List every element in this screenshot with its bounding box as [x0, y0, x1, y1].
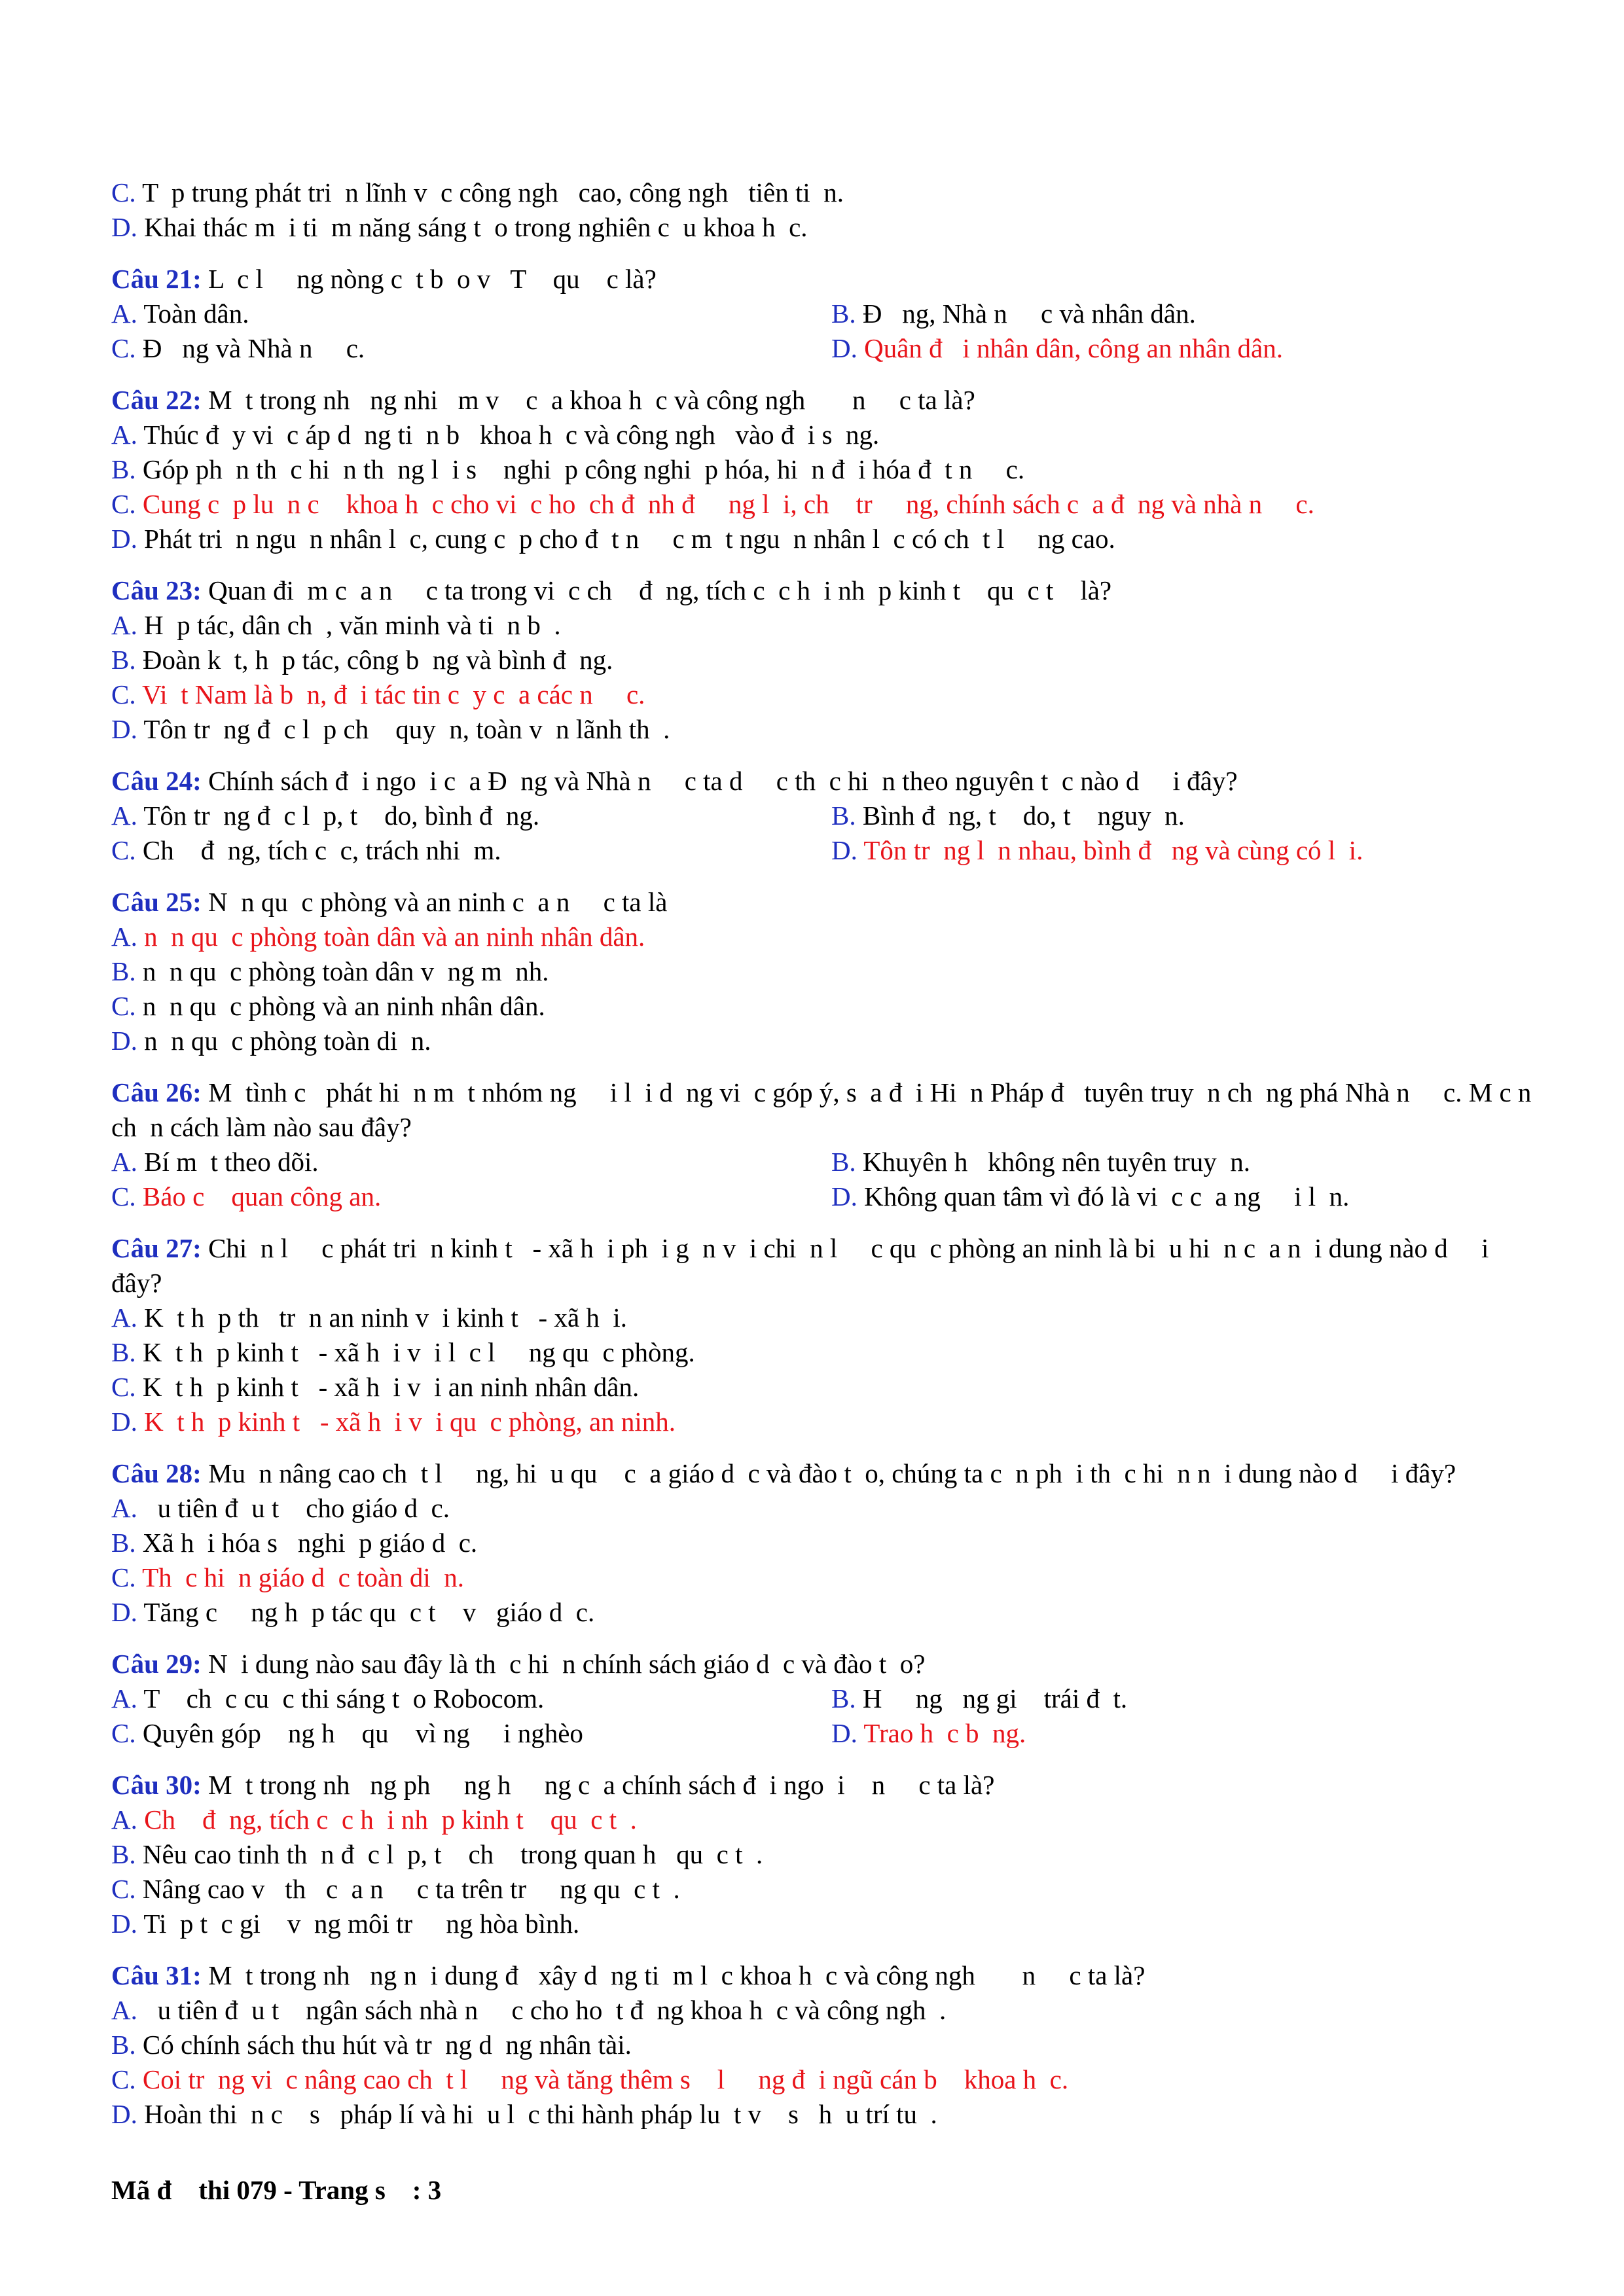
- question-number: Câu 21:: [111, 264, 202, 294]
- question-text: M t trong nh ng nhi m v c a khoa h c và công ngh n c ta là?: [208, 385, 975, 415]
- option-a[interactable]: [111, 298, 249, 329]
- option-d[interactable]: [111, 524, 1115, 554]
- option-letter: A.: [111, 1683, 137, 1713]
- question-block: [111, 1231, 1538, 1439]
- option-text: n n qu c phòng toàn dân và an ninh nhân dân.: [144, 922, 645, 952]
- option-c[interactable]: [111, 177, 844, 207]
- option-text: Thúc đ y vi c áp d ng ti n b khoa h c và công ngh vào đ i s ng.: [143, 420, 880, 450]
- option-a[interactable]: [111, 610, 561, 640]
- option-text: Th c hi n giáo d c toàn di n.: [142, 1562, 465, 1592]
- option-d[interactable]: [831, 1718, 1026, 1748]
- option-letter: D.: [831, 835, 857, 865]
- page-footer: Mã đ thi 079 - Trang s : 3: [111, 2175, 442, 2205]
- option-text: Toàn dân.: [143, 298, 249, 329]
- option-letter: D.: [111, 714, 137, 744]
- question-number: Câu 29:: [111, 1649, 202, 1679]
- option-text: Ch đ ng, tích c c, trách nhi m.: [142, 835, 501, 865]
- option-text: u tiên đ u t cho giáo d c.: [144, 1493, 450, 1523]
- question-number: Câu 27:: [111, 1233, 202, 1263]
- question-text: M t trong nh ng ph ng h ng c a chính sách đ i ngo i n c ta là?: [208, 1770, 995, 1800]
- option-letter: C.: [111, 489, 136, 519]
- option-text: u tiên đ u t ngân sách nhà n c cho ho t đ ng khoa h c và công ngh .: [144, 1995, 947, 2025]
- option-a[interactable]: [111, 1995, 946, 2025]
- option-letter: C.: [111, 1874, 136, 1904]
- option-text: Nâng cao v th c a n c ta trên tr ng qu c t .: [142, 1874, 680, 1904]
- option-d[interactable]: [831, 333, 1283, 363]
- option-letter: C.: [111, 1718, 136, 1748]
- question-stem: [111, 1647, 1538, 1681]
- option-d[interactable]: [111, 1026, 431, 1056]
- option-letter: C.: [111, 991, 136, 1021]
- question-block: [111, 383, 1538, 556]
- option-b[interactable]: [831, 1683, 1127, 1713]
- option-letter: D.: [111, 2099, 137, 2129]
- option-text: Tăng c ng h p tác qu c t v giáo d c.: [143, 1597, 595, 1627]
- question-text: L c l ng nòng c t b o v T qu c là?: [208, 264, 657, 294]
- question-text: Mu n nâng cao ch t l ng, hi u qu c a giáo d c và đào t o, chúng ta c n ph i th c hi n n i dung nào d i đây?: [208, 1458, 1456, 1488]
- question-stem: [111, 764, 1538, 798]
- option-letter: A.: [111, 298, 137, 329]
- option-d[interactable]: [111, 1407, 676, 1437]
- option-letter: A.: [111, 1302, 137, 1333]
- option-c[interactable]: [111, 489, 1314, 519]
- option-text: Tôn tr ng đ c l p, t do, bình đ ng.: [143, 800, 540, 831]
- option-letter: B.: [111, 645, 136, 675]
- question-number: Câu 25:: [111, 887, 202, 917]
- option-text: Bình đ ng, t do, t nguy n.: [862, 800, 1185, 831]
- option-letter: A.: [111, 800, 137, 831]
- option-letter: C.: [111, 835, 136, 865]
- question-block: [111, 1958, 1538, 2132]
- option-text: Khai thác m i ti m năng sáng t o trong nghiên c u khoa h c.: [144, 212, 808, 242]
- option-c[interactable]: [111, 1562, 464, 1592]
- option-letter: B.: [111, 956, 136, 986]
- option-b[interactable]: [831, 800, 1185, 831]
- option-text: Hoàn thi n c s pháp lí và hi u l c thi hành pháp lu t v s h u trí tu .: [144, 2099, 937, 2129]
- option-a[interactable]: [111, 922, 645, 952]
- option-text: Xã h i hóa s nghi p giáo d c.: [142, 1528, 478, 1558]
- option-text: Cung c p lu n c khoa h c cho vi c ho ch đ nh đ ng l i, ch tr ng, chính sách c a đ ng và nhà n c.: [142, 489, 1314, 519]
- option-letter: D.: [111, 1909, 137, 1939]
- option-b[interactable]: [111, 1337, 695, 1367]
- question-number: Câu 26:: [111, 1077, 202, 1107]
- option-text: Ti p t c gi v ng môi tr ng hòa bình.: [143, 1909, 580, 1939]
- question-block: [111, 262, 1538, 366]
- question-block: [111, 764, 1538, 868]
- option-b[interactable]: [111, 1839, 763, 1869]
- option-letter: C.: [111, 679, 136, 709]
- option-letter: B.: [831, 800, 856, 831]
- option-text: Bí m t theo dõi.: [144, 1147, 319, 1177]
- option-c[interactable]: [111, 835, 501, 865]
- option-text: Đ ng và Nhà n c.: [142, 333, 365, 363]
- option-c[interactable]: [111, 991, 545, 1021]
- question-text: Quan đi m c a n c ta trong vi c ch đ ng, tích c c h i nh p kinh t qu c t là?: [208, 575, 1112, 605]
- option-c[interactable]: [111, 1181, 381, 1211]
- exam-page: [111, 175, 1538, 2149]
- option-text: Tôn tr ng đ c l p ch quy n, toàn v n lãnh th .: [143, 714, 670, 744]
- option-text: Nêu cao tinh th n đ c l p, t ch trong quan h qu c t .: [142, 1839, 763, 1869]
- option-b[interactable]: [111, 2030, 632, 2060]
- question-text: N i dung nào sau đây là th c hi n chính sách giáo d c và đào t o?: [208, 1649, 926, 1679]
- option-letter: A.: [111, 922, 137, 952]
- question-stem: [111, 383, 1538, 418]
- option-d[interactable]: [831, 1181, 1349, 1211]
- option-c[interactable]: [111, 1718, 583, 1748]
- option-letter: D.: [111, 1026, 137, 1056]
- question-stem: [111, 573, 1538, 608]
- option-text: Quân đ i nhân dân, công an nhân dân.: [864, 333, 1283, 363]
- question-number: Câu 30:: [111, 1770, 202, 1800]
- option-letter: A.: [111, 610, 137, 640]
- question-text: M t trong nh ng n i dung đ xây d ng ti m l c khoa h c và công ngh n c ta là?: [208, 1960, 1146, 1990]
- option-text: K t h p kinh t - xã h i v i l c l ng qu c phòng.: [142, 1337, 695, 1367]
- question-stem: [111, 1075, 1538, 1145]
- option-a[interactable]: [111, 1147, 319, 1177]
- option-text: Khuyên h không nên tuyên truy n.: [862, 1147, 1250, 1177]
- question-block: [111, 1456, 1538, 1630]
- option-letter: C.: [111, 1372, 136, 1402]
- option-b[interactable]: [111, 645, 613, 675]
- question-block: [111, 1768, 1538, 1941]
- option-letter: B.: [111, 454, 136, 484]
- option-text: K t h p th tr n an ninh v i kinh t - xã h i.: [144, 1302, 628, 1333]
- question-number: Câu 23:: [111, 575, 202, 605]
- option-d[interactable]: [111, 2099, 937, 2129]
- option-text: T p trung phát tri n lĩnh v c công ngh cao, công ngh tiên ti n.: [142, 177, 844, 207]
- option-d[interactable]: [111, 212, 808, 242]
- option-text: n n qu c phòng toàn dân v ng m nh.: [142, 956, 549, 986]
- option-letter: B.: [831, 298, 856, 329]
- option-c[interactable]: [111, 1874, 680, 1904]
- option-d[interactable]: [111, 714, 670, 744]
- question-stem: [111, 262, 1538, 296]
- question-text: Chính sách đ i ngo i c a Đ ng và Nhà n c ta d c th c hi n theo nguyên t c nào d i đây?: [208, 766, 1238, 796]
- carryover-options: [111, 175, 1538, 245]
- question-block: [111, 1647, 1538, 1751]
- option-text: Không quan tâm vì đó là vi c c a ng i l n.: [864, 1181, 1350, 1211]
- question-stem: [111, 1768, 1538, 1803]
- option-letter: A.: [111, 420, 137, 450]
- question-text: Chi n l c phát tri n kinh t - xã h i ph i g n v i chi n l c qu c phòng an ninh là bi u hi n c a n i dung nào d i đây?: [111, 1233, 1496, 1298]
- question-stem: [111, 885, 1538, 920]
- option-text: Quyên góp ng h qu vì ng i nghèo: [142, 1718, 583, 1748]
- option-letter: D.: [831, 1181, 857, 1211]
- question-block: [111, 885, 1538, 1058]
- option-letter: C.: [111, 1181, 136, 1211]
- option-text: H ng ng gi trái đ t.: [862, 1683, 1128, 1713]
- option-c[interactable]: [111, 679, 645, 709]
- question-number: Câu 28:: [111, 1458, 202, 1488]
- option-letter: C.: [111, 333, 136, 363]
- option-text: Báo c quan công an.: [142, 1181, 382, 1211]
- option-text: T ch c cu c thi sáng t o Robocom.: [143, 1683, 545, 1713]
- option-text: Vi t Nam là b n, đ i tác tin c y c a các n c.: [142, 679, 645, 709]
- option-b[interactable]: [831, 298, 1196, 329]
- option-letter: A.: [111, 1147, 137, 1177]
- option-letter: C.: [111, 2064, 136, 2094]
- option-letter: D.: [831, 1718, 857, 1748]
- question-stem: [111, 1456, 1538, 1491]
- option-c[interactable]: [111, 333, 365, 363]
- option-text: Đ ng, Nhà n c và nhân dân.: [862, 298, 1196, 329]
- option-text: Góp ph n th c hi n th ng l i s nghi p công nghi p hóa, hi n đ i hóa đ t n c.: [142, 454, 1025, 484]
- option-letter: A.: [111, 1493, 137, 1523]
- option-letter: B.: [831, 1683, 856, 1713]
- option-a[interactable]: [111, 1302, 627, 1333]
- option-letter: D.: [111, 1407, 137, 1437]
- option-text: Phát tri n ngu n nhân l c, cung c p cho đ t n c m t ngu n nhân l c có ch t l ng cao.: [144, 524, 1115, 554]
- option-letter: D.: [111, 524, 137, 554]
- option-letter: A.: [111, 1804, 137, 1835]
- question-number: Câu 24:: [111, 766, 202, 796]
- option-b[interactable]: [111, 1528, 477, 1558]
- option-text: Trao h c b ng.: [863, 1718, 1026, 1748]
- option-d[interactable]: [831, 835, 1363, 865]
- option-text: Có chính sách thu hút và tr ng d ng nhân tài.: [142, 2030, 632, 2060]
- option-letter: A.: [111, 1995, 137, 2025]
- option-letter: B.: [111, 2030, 136, 2060]
- option-letter: D.: [831, 333, 857, 363]
- question-stem: [111, 1231, 1538, 1300]
- option-text: Ch đ ng, tích c c h i nh p kinh t qu c t .: [144, 1804, 637, 1835]
- option-b[interactable]: [831, 1147, 1250, 1177]
- option-text: Đoàn k t, h p tác, công b ng và bình đ ng.: [142, 645, 613, 675]
- option-text: Tôn tr ng l n nhau, bình đ ng và cùng có l i.: [863, 835, 1363, 865]
- option-b[interactable]: [111, 454, 1024, 484]
- question-number: Câu 31:: [111, 1960, 202, 1990]
- option-b[interactable]: [111, 956, 549, 986]
- option-a[interactable]: [111, 800, 539, 831]
- option-letter: C.: [111, 1562, 136, 1592]
- question-block: [111, 573, 1538, 747]
- option-a[interactable]: [111, 1683, 544, 1713]
- option-a[interactable]: [111, 1493, 450, 1523]
- option-letter: B.: [111, 1839, 136, 1869]
- option-text: H p tác, dân ch , văn minh và ti n b .: [144, 610, 561, 640]
- option-text: n n qu c phòng và an ninh nhân dân.: [142, 991, 545, 1021]
- option-letter: C.: [111, 177, 136, 207]
- question-block: [111, 1075, 1538, 1214]
- option-d[interactable]: [111, 1597, 594, 1627]
- question-text: M tình c phát hi n m t nhóm ng i l i d ng vi c góp ý, s a đ i Hi n Pháp đ tuyên truy n ch ng phá Nhà n c. M c n ch n cách làm nào sau đây?: [111, 1077, 1538, 1142]
- option-text: K t h p kinh t - xã h i v i an ninh nhân dân.: [142, 1372, 640, 1402]
- option-text: K t h p kinh t - xã h i v i qu c phòng, an ninh.: [144, 1407, 676, 1437]
- option-letter: D.: [111, 1597, 137, 1627]
- question-text: N n qu c phòng và an ninh c a n c ta là: [208, 887, 668, 917]
- option-text: Coi tr ng vi c nâng cao ch t l ng và tăng thêm s l ng đ i ngũ cán b khoa h c.: [142, 2064, 1069, 2094]
- option-a[interactable]: [111, 420, 879, 450]
- option-letter: D.: [111, 212, 137, 242]
- option-text: n n qu c phòng toàn di n.: [144, 1026, 431, 1056]
- option-d[interactable]: [111, 1909, 579, 1939]
- question-stem: [111, 1958, 1538, 1993]
- option-letter: B.: [111, 1528, 136, 1558]
- option-a[interactable]: [111, 1804, 637, 1835]
- option-letter: B.: [831, 1147, 856, 1177]
- option-letter: B.: [111, 1337, 136, 1367]
- option-c[interactable]: [111, 1372, 639, 1402]
- question-number: Câu 22:: [111, 385, 202, 415]
- option-c[interactable]: [111, 2064, 1068, 2094]
